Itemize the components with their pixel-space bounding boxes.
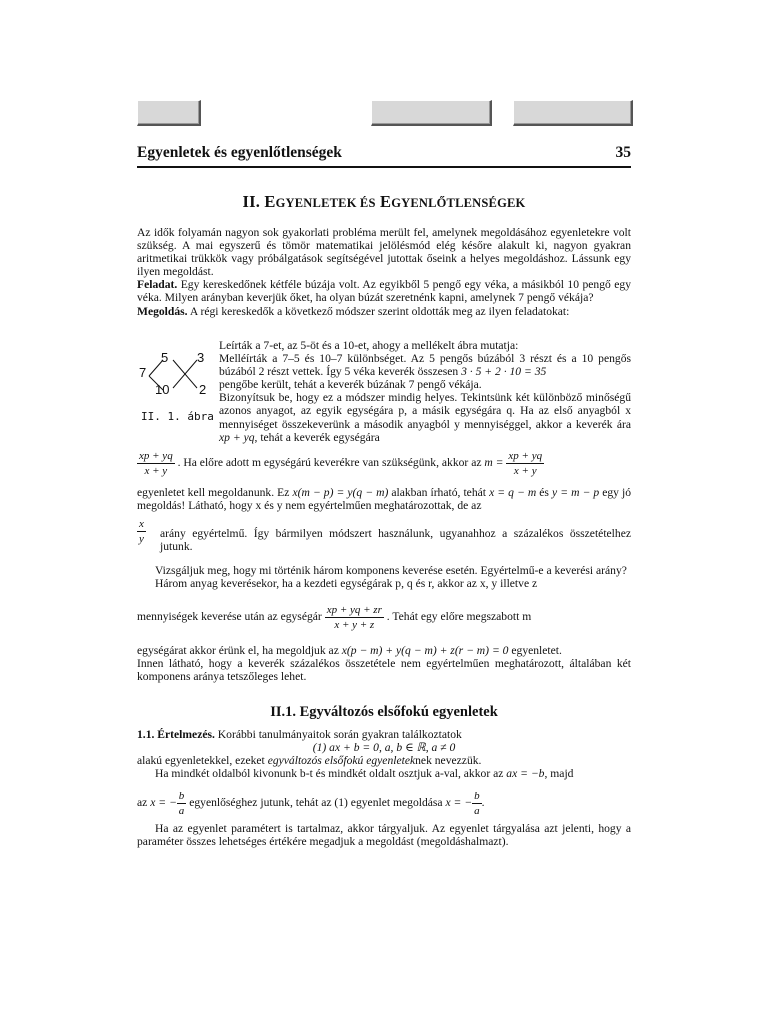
diagram-value-5: 5 bbox=[161, 350, 169, 365]
equation-paragraph: egyenletet kell megoldanunk. Ez x(m − p) = y(q − m) alakban írható, tehát x = q − m és y = m − p egy jó megoldás! Látható, hogy x és y nem egyértelműen meghatározottak, de az bbox=[137, 486, 632, 513]
cross-lines bbox=[137, 346, 217, 406]
fraction-x-over-y: $\frac{x}{y}$ bbox=[139, 518, 144, 545]
fraction-unit-price: $\frac{xp + yq}{x + y}$ bbox=[139, 450, 173, 477]
nav-button-middle[interactable] bbox=[371, 100, 492, 126]
chapter-number: II. bbox=[242, 192, 261, 211]
figure-caption: II. 1. ábra bbox=[141, 410, 214, 423]
diagram-value-7: 7 bbox=[139, 365, 147, 380]
three-component-end: egységárat akkor érünk el, ha megoldjuk az x(p − m) + y(q − m) + z(r − m) = 0 egyenletet. Innen látható, hogy a keverék százalékos összetétele nem egyértelműen meghatározott, általában két komponens aránya tetszőleges lehet. bbox=[137, 644, 631, 684]
equation-1: (1) ax + b = 0, a, b ∈ ℝ, a ≠ 0 bbox=[312, 741, 456, 755]
diagram-value-2: 2 bbox=[199, 382, 207, 397]
three-component-block: Vizsgáljuk meg, hogy mi történik három komponens keverése esetén. Egyértelmű-e a keverési arány? Három anyag keverésekor, ha a kezdeti egységárak p, q és r, akkor az x, y illetve z bbox=[155, 564, 627, 591]
intro-paragraph: Az idők folyamán nagyon sok gyakorlati probléma merült fel, amelynek megoldásához egyenletekre volt szükség. A mai egyszerű és tömör matematikai jelölésmód elég későre alakult ki, nagyon gyakran aritmetikai trükkök vagy próbálgatások segítségével jutottak őseink a helyes megoldáshoz. Lássunk egy ilyen megoldást. bbox=[137, 226, 631, 279]
intro-block bbox=[137, 226, 631, 318]
ratio-text: arány egyértelmű. Így bármilyen módszert használunk, ugyanahhoz a százalékos összetételhez jutunk. bbox=[160, 527, 631, 554]
chapter-title: II. EGYENLETEK ÉS EGYENLŐTLENSÉGEK bbox=[242, 192, 526, 211]
definition-block: 1.1. Értelmezés. Korábbi tanulmányaitok során gyakran találkoztatok (1) ax + b = 0, a, b ∈ ℝ, a ≠ 0 alakú egyenletekkel, ezeket egyváltozós elsőfokú egyenleteknek nevezzük. Ha mindkét oldalból kivonunk b-t és mindkét oldalt osztjuk a-val, akkor az ax = −b, majd bbox=[137, 728, 631, 780]
frac-line-1: $\frac{xp + yq}{x + y}$ . Ha előre adott m egységárú keverékre van szükségünk, akkor az m = $\frac{xp + yq}{x + y}$ bbox=[139, 450, 543, 477]
solution-paragraph: Megoldás. A régi kereskedők a következő módszer szerint oldották meg az ilyen feladatokat: bbox=[137, 304, 570, 318]
nav-button-left[interactable] bbox=[137, 100, 201, 126]
ratio-line bbox=[137, 518, 146, 545]
frac-line-3: mennyiségek keverése után az egységár $\frac{xp + yq + zr}{x + y + z}$ . Tehát egy előre megszabott m bbox=[137, 604, 532, 631]
nav-button-right[interactable] bbox=[513, 100, 633, 126]
diagram-value-10: 10 bbox=[155, 382, 170, 397]
fraction-unit-price-2: $\frac{xp + yq}{x + y}$ bbox=[508, 450, 543, 477]
solution-line: az x = − $\frac{b}{a}$ egyenlőséghez jutunk, tehát az (1) egyenlet megoldása x = − $\frac{b}{a}$ . bbox=[137, 790, 485, 817]
page-number: 35 bbox=[615, 144, 631, 161]
fraction-b-over-a-2: $\frac{b}{a}$ bbox=[474, 790, 480, 817]
diagram-value-3: 3 bbox=[197, 350, 205, 365]
running-header bbox=[137, 144, 631, 168]
section-title: II.1. Egyváltozós elsőfokú egyenletek bbox=[270, 704, 498, 720]
side-text: Leírták a 7-et, az 5-öt és a 10-et, ahogy a mellékelt ábra mutatja: Melléírták a 7–5 és 10–7 különbséget. Az 5 pengős búzából 3 részt és a 10 pengős búzából 2 részt vettek. Így 5 véka keverék összesen 3 · 5 + 2 · 10 = 35 pengőbe került, tehát a keverék búzának 7 pengő vékája. Bizonyítsuk be, hogy ez a módszer mindig helyes. Tekintsünk két különböző minőségű azonos anyagot, az egyik egységára p, a másik egységára q. Ha az első anyagból x mennyiséget összekeverünk a második anyagból y mennyiséggel, akkor a keverék ára xp + yq, tehát a keverék egységára bbox=[219, 339, 631, 444]
fraction-b-over-a: $\frac{b}{a}$ bbox=[178, 790, 185, 817]
task-paragraph: Feladat. Egy kereskedőnek kétféle búzája volt. Az egyikből 5 pengő egy véka, a másikból 10 pengő egy véka. Milyen arányban keverjük őket, ha olyan búzát szeretnénk kapni, amelynek 7 pengő vékája? bbox=[137, 278, 631, 305]
fraction-three-component: $\frac{xp + yq + zr}{x + y + z}$ bbox=[326, 604, 382, 631]
header-title: Egyenletek és egyenlőtlenségek bbox=[137, 144, 342, 161]
parameter-paragraph: Ha az egyenlet paramétert is tartalmaz, akkor tárgyaljuk. Az egyenlet tárgyalása azt jelenti, hogy a paraméter összes lehetséges értékére megadjuk a megoldást (megoldáshalmazt). bbox=[137, 822, 631, 849]
